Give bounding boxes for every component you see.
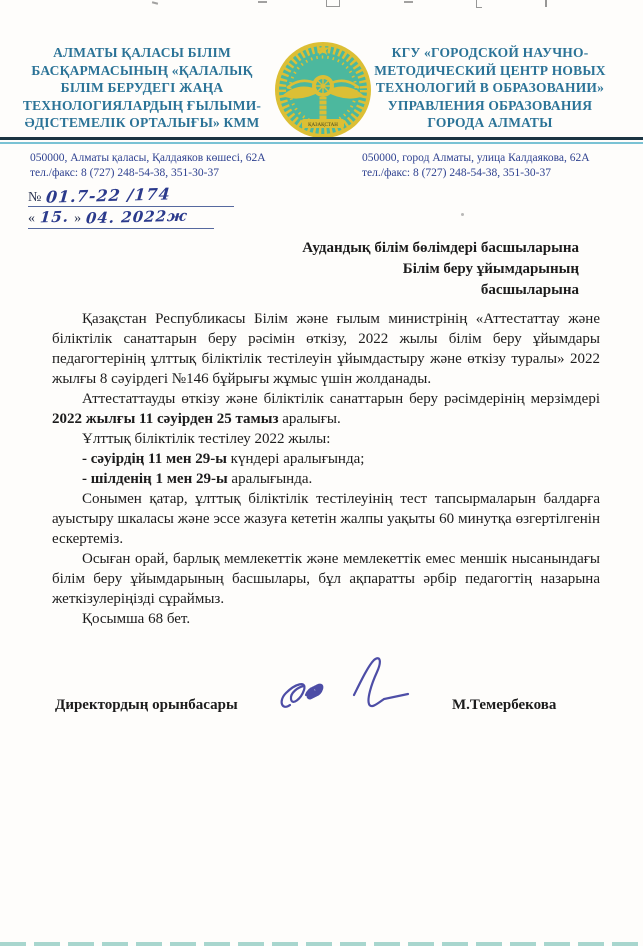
signatory-title: Директордың орынбасары	[55, 697, 238, 713]
paragraph-scale-change: Сонымен қатар, ұлттық біліктілік тестілеуінің тест тапсырмаларын балдарға ауыстыру шкаласы және эссе жазуға кететін жалпы уақыты 60 минутқа өзгертілгенін ескертеміз.	[52, 491, 600, 547]
org-name-line: ТЕХНОЛОГИЯЛАРДЫҢ ҒЫЛЫМИ-	[22, 97, 262, 113]
org-name-line: УПРАВЛЕНИЯ ОБРАЗОВАНИЯ	[387, 97, 593, 113]
reference-date-line	[28, 208, 214, 229]
letter-body	[52, 309, 600, 629]
signatory-name: М.Темербекова	[452, 697, 557, 713]
close-quote: »	[74, 211, 82, 226]
org-name-line: АЛМАТЫ ҚАЛАСЫ БІЛІМ	[53, 45, 231, 60]
org-name-russian	[350, 44, 630, 132]
org-name-line: ГОРОДА АЛМАТЫ	[427, 115, 553, 130]
paragraph-request: Осыған орай, барлық мемлекеттік және мемлекеттік емес меншік нысанындағы білім беру ұйымдарының басшылары, бұл ақпаратты әрбір педагогтің назарына жеткізулеріңізді сұраймыз.	[52, 551, 600, 607]
org-name-line: КГУ «ГОРОДСКОЙ НАУЧНО-	[391, 45, 589, 60]
bold-date-range: - сәуірдің 11 мен 29-ы	[82, 451, 227, 467]
paragraph-attestation-dates	[52, 389, 600, 429]
divider-teal-line	[0, 142, 643, 144]
reference-number-handwritten: 01.7-22 /174	[45, 184, 172, 207]
date-rest-handwritten: 04. 2022ж	[85, 206, 189, 228]
address-line: тел./факс: 8 (727) 248-54-38, 351-30-37	[362, 167, 551, 179]
org-name-line: ТЕХНОЛОГИЙ В ОБРАЗОВАНИИ»	[375, 80, 605, 95]
text-run: күндері аралығында;	[226, 451, 365, 467]
addressee-line: Аудандық білім бөлімдері басшыларына	[302, 240, 579, 256]
handwritten-signature	[276, 653, 416, 728]
addressee-block	[302, 238, 579, 301]
address-line: 050000, город Алматы, улица Калдаякова, 62А	[362, 152, 590, 164]
text-run: аралығы.	[278, 411, 341, 427]
address-line: 050000, Алматы қаласы, Қалдаяков көшесі, 62А	[30, 152, 266, 164]
scan-artifact	[404, 1, 413, 3]
org-name-kazakh	[14, 44, 270, 132]
address-russian	[362, 151, 632, 181]
org-name-line: БІЛІМ БЕРУДЕГІ ЖАҢА	[60, 80, 224, 95]
scan-speck	[461, 213, 464, 216]
reference-number-line	[28, 186, 234, 207]
testing-period-item	[52, 449, 600, 469]
org-name-line: БАСҚАРМАСЫНЫҢ «ҚАЛАЛЫҚ	[31, 62, 253, 78]
addressee-line: басшыларына	[480, 282, 579, 298]
scan-artifact	[326, 0, 340, 7]
text-run: Аттестаттауды өткізу және біліктілік санаттарын беру рәсімдерінің мерзімдері	[82, 391, 600, 407]
open-quote: «	[28, 211, 35, 226]
paragraph-testing-intro: Ұлттық біліктілік тестілеу 2022 жылы:	[82, 431, 331, 447]
scan-artifact	[152, 1, 158, 4]
org-name-line: МЕТОДИЧЕСКИЙ ЦЕНТР НОВЫХ	[374, 62, 606, 78]
addressee-line: Білім беру ұйымдарының	[402, 261, 579, 277]
bold-date-range: 2022 жылғы 11 сәуірден 25 тамыз	[52, 411, 279, 427]
bottom-scan-edge	[0, 942, 643, 946]
org-name-line: ӘДІСТЕМЕЛІК ОРТАЛЫҒЫ» КММ	[24, 115, 260, 130]
scan-artifact	[258, 1, 267, 3]
scan-artifact	[476, 0, 482, 8]
address-line: тел./факс: 8 (727) 248-54-38, 351-30-37	[30, 167, 219, 179]
bold-date-range: - шілденің 1 мен 29-ы	[82, 471, 228, 487]
scan-artifact	[545, 0, 547, 7]
address-kazakh	[30, 151, 340, 181]
emblem-caption: ҚАЗАҚСТАН	[308, 123, 338, 128]
testing-period-item	[52, 469, 600, 489]
paragraph-order-reference: Қазақстан Республикасы Білім және ғылым министрінің «Аттестаттау және біліктілік санаттарын беру рәсімін өткізу, 2022 жылы білім беру ұйымдары педагогтерінің ұлттық біліктілік тестілеуін ұйымдастыру және өткізу туралы» 2022 жылғы 8 сәуірдегі №146 бұйрығы жұмыс үшін жолданады.	[52, 311, 600, 387]
divider-dark-line	[0, 137, 643, 140]
text-run: аралығында.	[227, 471, 313, 487]
date-day-handwritten: 15.	[39, 207, 70, 227]
number-sign: №	[28, 190, 42, 205]
paragraph-attachment: Қосымша 68 бет.	[82, 611, 191, 627]
